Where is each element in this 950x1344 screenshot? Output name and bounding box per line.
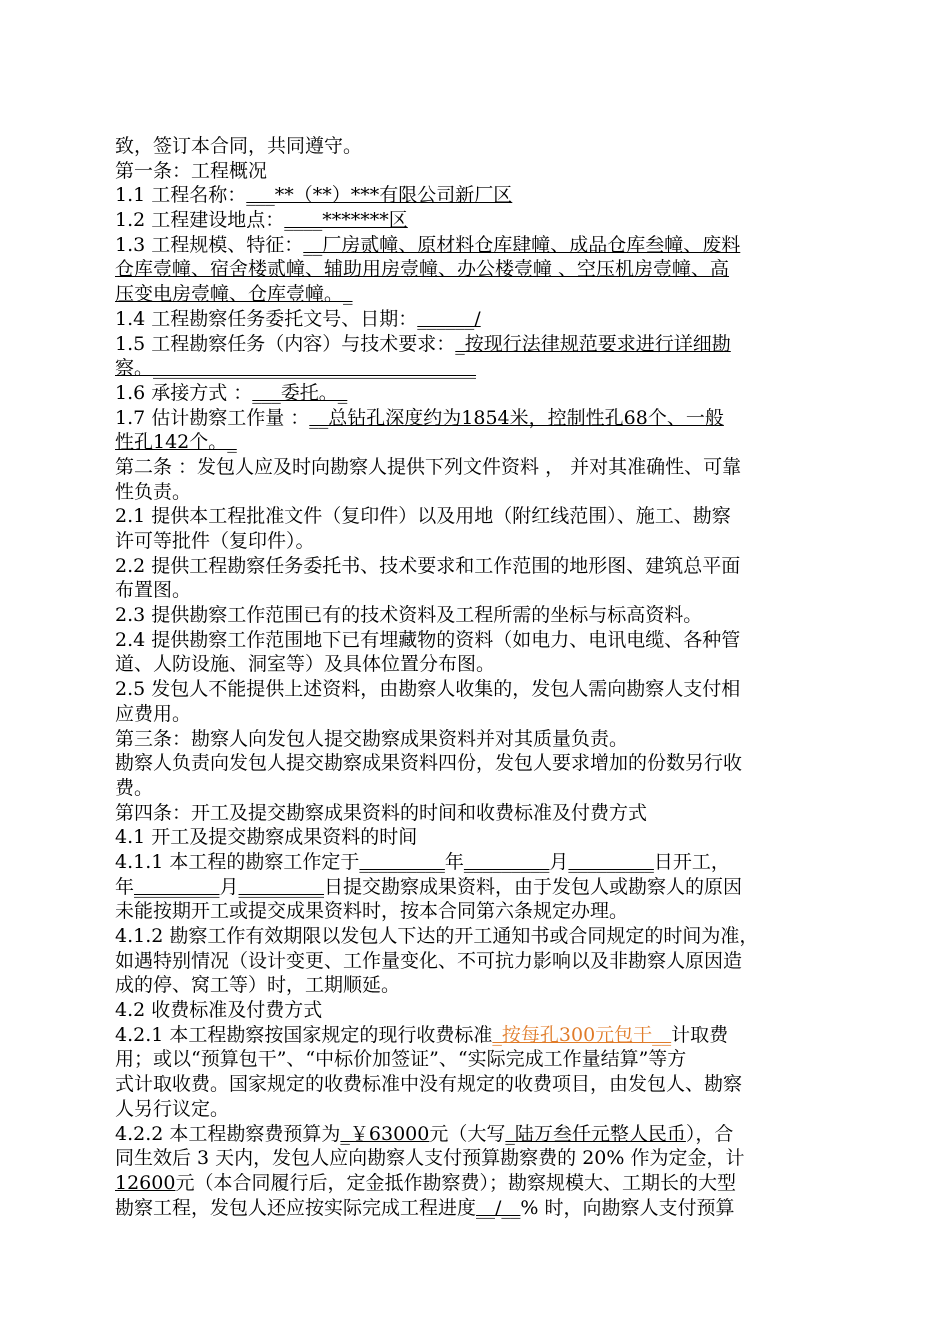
text-line xyxy=(115,406,855,431)
underlined-field: _________ xyxy=(359,850,445,873)
text-segment: 1.1 工程名称： xyxy=(115,184,247,207)
underlined-field: 压变电房壹幢、仓库壹幢。_ xyxy=(115,283,353,306)
underlined-field: _按现行法律规范要求进行详细勘 xyxy=(455,332,731,355)
text-line xyxy=(115,1196,855,1221)
text-segment: 4.2 收费标准及付费方式 xyxy=(115,999,323,1022)
text-line xyxy=(115,332,855,357)
underlined-field: __厂房贰幢、原材料仓库肆幢、成品仓库叁幢、废料 xyxy=(303,233,741,256)
text-line xyxy=(115,504,855,529)
text-line xyxy=(115,949,855,974)
text-line xyxy=(115,702,855,727)
text-line xyxy=(115,430,855,455)
text-segment: 勘察工程，发包人还应按实际完成工程进度 xyxy=(115,1196,477,1219)
text-line xyxy=(115,899,855,924)
text-line xyxy=(115,801,855,826)
text-line xyxy=(115,850,855,875)
text-line xyxy=(115,1097,855,1122)
contract-body xyxy=(115,134,855,1220)
text-line xyxy=(115,998,855,1023)
text-segment: 日开工， xyxy=(653,850,730,873)
underlined-field: 性孔142个。_ xyxy=(115,431,237,454)
text-segment: 布置图。 xyxy=(115,579,192,602)
text-segment: 费。 xyxy=(115,776,154,799)
underlined-field: __/__ xyxy=(476,1196,521,1219)
text-line xyxy=(115,1122,855,1147)
text-segment: 2.2 提供工程勘察任务委托书、技术要求和工作范围的地形图、建筑总平面 xyxy=(115,554,741,577)
underlined-field: 仓库壹幢、宿舍楼贰幢、辅助用房壹幢、办公楼壹幢 、空压机房壹幢、高 xyxy=(115,258,730,281)
text-segment: 如遇特别情况（设计变更、工作量变化、不可抗力影响以及非勘察人原因造 xyxy=(115,949,743,972)
text-line xyxy=(115,776,855,801)
text-segment: 月 xyxy=(549,850,569,873)
text-segment: 1.3 工程规模、特征： xyxy=(115,233,304,256)
text-segment: 致，签订本合同，共同遵守。 xyxy=(115,135,363,157)
underlined-field: _________ xyxy=(238,875,325,898)
text-segment: 年 xyxy=(115,875,135,898)
text-segment: 第二条 ：发包人应及时向勘察人提供下列文件资料 ， 并对其准确性、可靠 xyxy=(115,455,742,478)
text-segment: 月 xyxy=(219,875,239,898)
text-line xyxy=(115,1146,855,1171)
text-line xyxy=(115,455,855,480)
underlined-field: _￥63000 xyxy=(340,1122,430,1145)
text-segment: 应费用。 xyxy=(115,702,192,725)
text-segment: 用；或以“预算包干”、“中标价加签证”、“实际完成工作量结算”等方 xyxy=(115,1048,687,1071)
underlined-field: __总钻孔深度约为1854米，控制性孔68个、一般 xyxy=(309,406,724,429)
text-segment: 第三条：勘察人向发包人提交勘察成果资料并对其质量负责。 xyxy=(115,727,629,750)
text-line xyxy=(115,554,855,579)
text-line xyxy=(115,973,855,998)
text-line xyxy=(115,875,855,900)
text-line xyxy=(115,603,855,628)
underlined-field: 察。__________________________________ xyxy=(115,357,477,380)
underlined-field: 12600 xyxy=(115,1171,176,1194)
text-segment: 1.7 估计勘察工作量 ： xyxy=(115,406,310,429)
text-line xyxy=(115,825,855,850)
text-segment: 未能按期开工或提交成果资料时，按本合同第六条规定办理。 xyxy=(115,900,629,923)
text-line xyxy=(115,480,855,505)
text-line xyxy=(115,677,855,702)
text-line xyxy=(115,208,855,233)
text-segment: 道、人防设施、洞室等）及具体位置分布图。 xyxy=(115,653,496,676)
text-segment: 元（大写 xyxy=(429,1122,506,1145)
text-segment: 2.1 提供本工程批准文件（复印件）以及用地（附红线范围）、施工、勘察 xyxy=(115,505,731,528)
underlined-field: ___委托。_ xyxy=(252,381,348,404)
text-line xyxy=(115,356,855,381)
text-segment: 人另行议定。 xyxy=(115,1097,230,1120)
text-segment: ），合 xyxy=(685,1122,734,1145)
text-segment: 1.2 工程建设地点： xyxy=(115,209,285,232)
underlined-field: _________ xyxy=(568,850,654,873)
underlined-field: _________ xyxy=(463,850,550,873)
text-line xyxy=(115,307,855,332)
text-line xyxy=(115,578,855,603)
text-segment: 年 xyxy=(444,850,464,873)
text-line xyxy=(115,529,855,554)
text-segment: 计取费 xyxy=(671,1023,729,1046)
text-segment: 成的停、窝工等）时，工期顺延。 xyxy=(115,974,401,997)
text-segment: 式计取收费。国家规定的收费标准中没有规定的收费项目，由发包人、勘察 xyxy=(115,1073,743,1096)
text-segment: 1.6 承接方式 ： xyxy=(115,381,253,404)
text-segment: 元（本合同履行后，定金抵作勘察费）；勘察规模大、工期长的大型 xyxy=(175,1171,736,1194)
text-segment: 第四条：开工及提交勘察成果资料的时间和收费标准及付费方式 xyxy=(115,801,648,824)
text-segment: 第一条：工程概况 xyxy=(115,159,268,182)
text-segment: 4.1.2 勘察工作有效期限以发包人下达的开工通知书或合同规定的时间为准， xyxy=(115,925,759,947)
text-line xyxy=(115,751,855,776)
text-line xyxy=(115,1047,855,1072)
text-line xyxy=(115,159,855,184)
text-line xyxy=(115,282,855,307)
text-line xyxy=(115,652,855,677)
underlined-field: _陆万叁仟元整人民币 xyxy=(505,1122,686,1145)
text-segment: 4.2.2 本工程勘察费预算为 xyxy=(115,1122,341,1145)
text-segment: 1.5 工程勘察任务（内容）与技术要求： xyxy=(115,332,456,355)
text-line xyxy=(115,727,855,752)
text-segment: 同生效后 3 天内，发包人应向勘察人支付预算勘察费的 20% 作为定金，计 xyxy=(115,1147,745,1170)
underlined-field: ___**（**）***有限公司新厂区 xyxy=(246,184,513,207)
underlined-field: _按每孔300元包干__ xyxy=(492,1023,672,1046)
text-line xyxy=(115,1023,855,1048)
text-segment: 4.2.1 本工程勘察按国家规定的现行收费标准 xyxy=(115,1023,493,1046)
text-line xyxy=(115,381,855,406)
text-segment: 4.1 开工及提交勘察成果资料的时间 xyxy=(115,826,418,849)
text-segment: 日提交勘察成果资料，由于发包人或勘察人的原因 xyxy=(324,875,743,898)
text-line xyxy=(115,233,855,258)
text-line xyxy=(115,924,855,949)
text-segment: % 时，向勘察人支付预算 xyxy=(520,1196,735,1219)
text-segment: 性负责。 xyxy=(115,480,192,503)
text-line xyxy=(115,183,855,208)
text-line xyxy=(115,1072,855,1097)
underlined-field: ____*******区 xyxy=(284,209,408,232)
text-segment: 2.3 提供勘察工作范围已有的技术资料及工程所需的坐标与标高资料。 xyxy=(115,604,703,627)
text-line xyxy=(115,257,855,282)
text-segment: 2.5 发包人不能提供上述资料，由勘察人收集的，发包人需向勘察人支付相 xyxy=(115,678,741,701)
text-segment: 勘察人负责向发包人提交勘察成果资料四份，发包人要求增加的份数另行收 xyxy=(115,752,743,775)
text-line xyxy=(115,1171,855,1196)
text-segment: 2.4 提供勘察工作范围地下已有埋藏物的资料（如电力、电讯电缆、各种管 xyxy=(115,628,741,651)
text-segment: 4.1.1 本工程的勘察工作定于 xyxy=(115,850,360,873)
underlined-field: _________ xyxy=(134,875,220,898)
text-line xyxy=(115,628,855,653)
text-line xyxy=(115,134,855,159)
underlined-field: ______/ xyxy=(417,307,481,330)
text-segment: 许可等批件（复印件）。 xyxy=(115,530,315,552)
text-segment: 1.4 工程勘察任务委托文号、日期： xyxy=(115,307,418,330)
